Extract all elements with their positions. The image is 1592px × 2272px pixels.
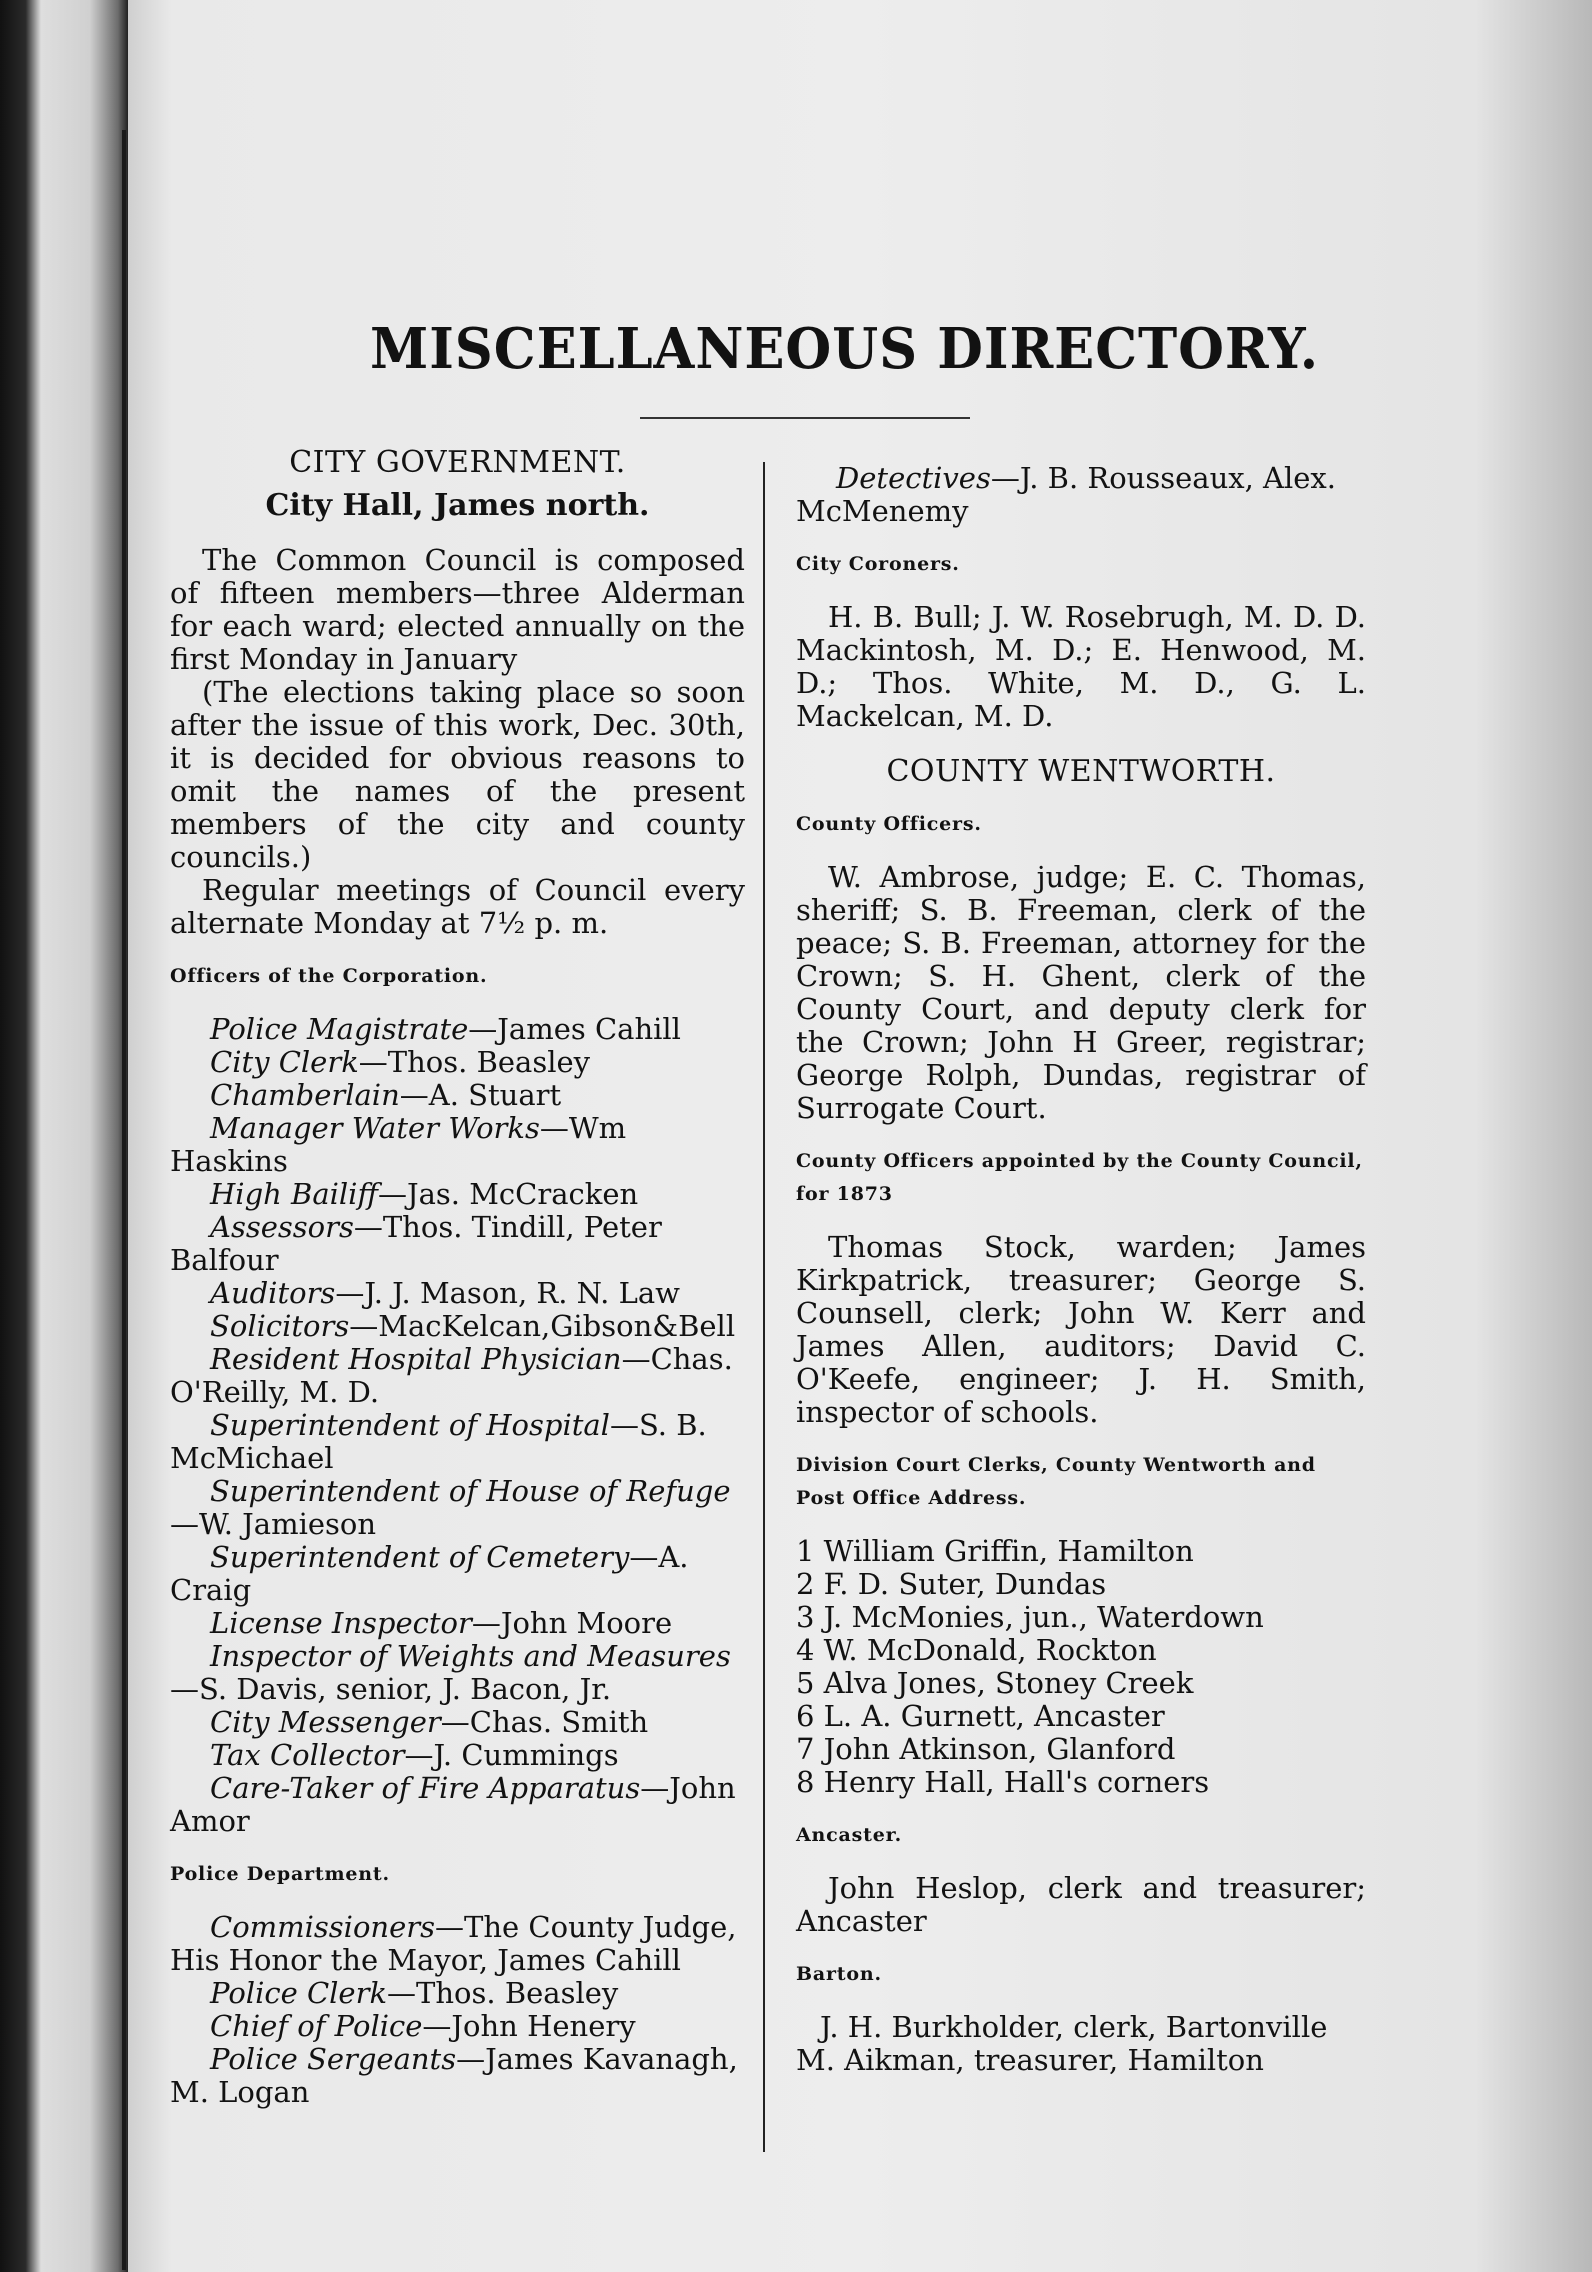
entry-role: Police Magistrate	[210, 1012, 469, 1046]
police-list	[170, 1911, 745, 2109]
county-officers-heading: County Officers.	[796, 813, 982, 835]
officer-entry: License Inspector—John Moore	[210, 1606, 673, 1640]
entry-name: Chas. Smith	[469, 1705, 649, 1739]
officer-entry: Superintendent of House of Refuge—W. Jamieson	[170, 1474, 731, 1541]
police-heading: Police Department.	[170, 1863, 390, 1885]
division-clerk-item: 5 Alva Jones, Stoney Creek	[796, 1666, 1194, 1700]
barton-line: J. H. Burkholder, clerk, Bartonville	[820, 2010, 1328, 2044]
division-clerk-item: 1 William Griffin, Hamilton	[796, 1534, 1194, 1568]
officer-entry: Care-Taker of Fire Apparatus—John Amor	[170, 1771, 736, 1838]
entry-role: Tax Collector	[210, 1738, 405, 1772]
entry-name: Jas. McCracken	[407, 1177, 639, 1211]
entry-name: A. Craig	[170, 1540, 689, 1607]
entry-name: John Henery	[451, 2009, 636, 2043]
entry-name: Thos. Beasley	[416, 1976, 619, 2010]
entry-name: John Moore	[500, 1606, 673, 1640]
officer-entry: Assessors—Thos. Tindill, Peter Balfour	[170, 1210, 662, 1277]
entry-name: Wm Haskins	[170, 1111, 627, 1178]
entry-role: Assessors	[210, 1210, 354, 1244]
column-divider	[763, 462, 765, 2152]
right-column	[796, 462, 1366, 2077]
ancaster-heading: Ancaster.	[796, 1824, 903, 1846]
entry-name: Thos. Tindill, Peter Balfour	[170, 1210, 662, 1277]
entry-name: James Kavanagh, M. Logan	[170, 2042, 738, 2109]
entry-role: Resident Hospital Physician	[210, 1342, 622, 1376]
entry-role: Chamberlain	[210, 1078, 400, 1112]
officer-entry: Superintendent of Hospital—S. B. McMichael	[170, 1408, 707, 1475]
entry-name: James Cahill	[497, 1012, 681, 1046]
entry-name: J. Cummings	[433, 1738, 619, 1772]
binding-edge-line	[122, 130, 126, 2270]
entry-role: Superintendent of Cemetery	[210, 1540, 630, 1574]
appointed-heading: County Officers appointed by the County Council, for 1873	[796, 1150, 1363, 1205]
coroners-heading: City Coroners.	[796, 553, 960, 575]
entry-name: MacKelcan,Gibson&Bell	[378, 1309, 736, 1343]
entry-name: J. B. Rousseaux, Alex. McMenemy	[796, 461, 1336, 528]
officer-entry: City Messenger—Chas. Smith	[210, 1705, 649, 1739]
entry-role: Chief of Police	[210, 2009, 423, 2043]
appointed-text: Thomas Stock, warden; James Kirkpatrick, treasurer; George S. Counsell, clerk; John W. Kerr and James Allen, auditors; David C. O'Keefe, engineer; J. H. Smith, inspector of schools.	[796, 1230, 1366, 1429]
book-binding	[0, 0, 128, 2272]
officer-entry: Solicitors—MacKelcan,Gibson&Bell	[210, 1309, 736, 1343]
officer-entry: Police Clerk—Thos. Beasley	[210, 1976, 619, 2010]
division-clerk-item: 6 L. A. Gurnett, Ancaster	[796, 1699, 1165, 1733]
entry-name: Chas. O'Reilly, M. D.	[170, 1342, 733, 1409]
entry-role: High Bailiff	[210, 1177, 378, 1211]
officer-entry: Commissioners—The County Judge, His Honor the Mayor, James Cahill	[170, 1910, 737, 1977]
officers-heading: Officers of the Corporation.	[170, 965, 488, 987]
title-rule	[640, 417, 970, 419]
county-heading: COUNTY WENTWORTH.	[886, 754, 1276, 789]
ancaster-text: John Heslop, clerk and treasurer; Ancaster	[796, 1871, 1366, 1938]
entry-role: Commissioners	[210, 1910, 436, 1944]
entry-name: J. J. Mason, R. N. Law	[364, 1276, 680, 1310]
entry-name: John Amor	[170, 1771, 736, 1838]
officer-entry: Auditors—J. J. Mason, R. N. Law	[210, 1276, 680, 1310]
entry-role: Superintendent of House of Refuge	[210, 1474, 731, 1508]
division-clerk-item: 8 Henry Hall, Hall's corners	[796, 1765, 1210, 1799]
entry-role: Detectives	[836, 461, 991, 495]
division-clerk-item: 2 F. D. Suter, Dundas	[796, 1567, 1107, 1601]
officer-entry: Resident Hospital Physician—Chas. O'Reilly, M. D.	[170, 1342, 733, 1409]
entry-name: The County Judge, His Honor the Mayor, James Cahill	[170, 1910, 737, 1977]
meetings-paragraph: Regular meetings of Council every alternate Monday at 7½ p. m.	[170, 873, 745, 940]
officers-list	[170, 1013, 745, 1838]
officer-entry: Manager Water Works—Wm Haskins	[170, 1111, 627, 1178]
entry-role: Care-Taker of Fire Apparatus	[210, 1771, 641, 1805]
officer-entry: High Bailiff—Jas. McCracken	[210, 1177, 639, 1211]
barton-heading: Barton.	[796, 1963, 882, 1985]
entry-name: A. Stuart	[428, 1078, 562, 1112]
officer-entry: Inspector of Weights and Measures—S. Davis, senior, J. Bacon, Jr.	[170, 1639, 731, 1706]
entry-role: Superintendent of Hospital	[210, 1408, 610, 1442]
entry-role: City Messenger	[210, 1705, 441, 1739]
entry-role: Police Clerk	[210, 1976, 388, 2010]
officer-entry: Tax Collector—J. Cummings	[210, 1738, 619, 1772]
entry-name: S. B. McMichael	[170, 1408, 707, 1475]
county-officers-text: W. Ambrose, judge; E. C. Thomas, sheriff; S. B. Freeman, clerk of the peace; S. B. Freeman, attorney for the Crown; S. H. Ghent, clerk of the County Court, and deputy clerk for the Crown; John H Greer, registrar; George Rolph, Dundas, registrar of Surrogate Court.	[796, 860, 1366, 1125]
entry-name: Thos. Beasley	[387, 1045, 591, 1079]
coroners-text: H. B. Bull; J. W. Rosebrugh, M. D. D. Mackintosh, M. D.; E. Henwood, M. D.; Thos. White, M. D., G. L. Mackelcan, M. D.	[796, 600, 1366, 733]
division-clerk-item: 3 J. McMonies, jun., Waterdown	[796, 1600, 1264, 1634]
division-heading: Division Court Clerks, County Wentworth and Post Office Address.	[796, 1454, 1316, 1509]
entry-role: Auditors	[210, 1276, 336, 1310]
barton-line: M. Aikman, treasurer, Hamilton	[796, 2043, 1264, 2077]
city-government-heading: CITY GOVERNMENT.	[289, 445, 626, 480]
officer-entry: Police Magistrate—James Cahill	[210, 1012, 681, 1046]
detectives-entry: Detectives—J. B. Rousseaux, Alex. McMenemy	[796, 461, 1336, 528]
entry-role: City Clerk	[210, 1045, 359, 1079]
division-clerk-item: 7 John Atkinson, Glanford	[796, 1732, 1176, 1766]
entry-name: S. Davis, senior, J. Bacon, Jr.	[199, 1672, 612, 1706]
entry-name: W. Jamieson	[199, 1507, 377, 1541]
division-clerk-item: 4 W. McDonald, Rockton	[796, 1633, 1157, 1667]
division-list	[796, 1535, 1366, 1799]
officer-entry: Superintendent of Cemetery—A. Craig	[170, 1540, 689, 1607]
officer-entry: Chamberlain—A. Stuart	[210, 1078, 562, 1112]
elections-paragraph: (The elections taking place so soon after the issue of this work, Dec. 30th, it is decided for obvious reasons to omit the names of the present members of the city and county councils.)	[170, 675, 745, 874]
entry-role: Solicitors	[210, 1309, 350, 1343]
entry-role: License Inspector	[210, 1606, 472, 1640]
officer-entry: Police Sergeants—James Kavanagh, M. Logan	[170, 2042, 738, 2109]
city-hall-address: City Hall, James north.	[265, 488, 650, 523]
officer-entry: City Clerk—Thos. Beasley	[210, 1045, 591, 1079]
page-title: MISCELLANEOUS DIRECTORY.	[370, 316, 1320, 382]
left-column	[170, 446, 745, 2109]
council-paragraph: The Common Council is composed of fifteen members—three Alderman for each ward; elected annually on the first Monday in January	[170, 543, 745, 676]
entry-role: Manager Water Works	[210, 1111, 540, 1145]
entry-role: Inspector of Weights and Measures	[210, 1639, 731, 1673]
entry-role: Police Sergeants	[210, 2042, 457, 2076]
officer-entry: Chief of Police—John Henery	[210, 2009, 636, 2043]
